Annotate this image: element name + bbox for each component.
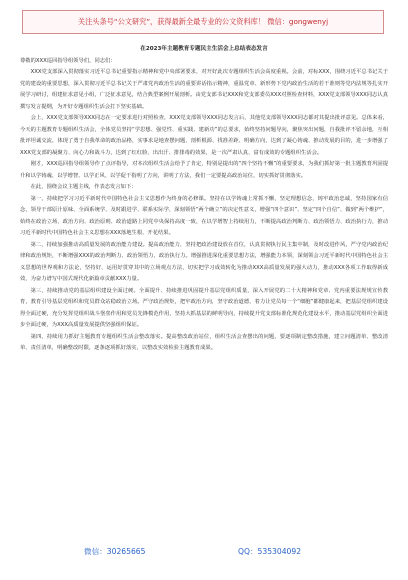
paragraph: 第二，持续加强推动高质量发展的政治能力建设。提高政治能力，坚持把政治建设放在首位，认真贯彻执行民主集中制，及时改进作风，严守党内政治纪律和政治规矩，不断增强XXX的政治判断力、政治领悟力、政治执行力。增强推进深化重要思想方法，增强能力本领，深刻领会习近平新时代中国特色社会主义思想的世界观和方法论，坚持好、运用好贯穿其中的立场观点方法，切实把学习成效转化为推动XXX高质量发展的强大动力，推动XXX各项工作取得新成效，为奋力谱写中国式现代化新篇章贡献XXX力量。 [20, 241, 388, 282]
document-title: 在2023年主题教育专题民主生活会上总结表态发言 [140, 46, 268, 52]
paragraph: 第一，持续把学习习近平新时代中国特色社会主义思想作为终身的必修课。坚持在以学铸魂上常抓不懈，坚定理想信念，铸牢政治忠诚，坚持国家有信念，领导干部原汁原味、全面系统学、及时跟进学、联系实际学，深刻领悟“两个确立”的决定性意义，增强“四个意识”、坚定“四个自信”、做到“两个维护”，始终在政治立场、政治方向、政治原则、政治道路上同党中央保持高度一致，在以学增智上持续用力，不断提高政治判断力、政治领悟力、政治执行力，推动习近平新时代中国特色社会主义思想在XXX落地生根、开花结果。 [20, 195, 388, 236]
promo-banner: 关注头条号“公文研究”，获得最新全最专业的公文资料库！ 微信：gongwenyj [22, 10, 384, 34]
paragraph: 刚才，XXX巡回指导组领导作了点评指导，对本次组织生活会给予了肯定，特别是提出的“四个坚持不懈”的重要要求，为我们抓好第一批主题教育巩固提升和以学铸魂、以学增智、以学正风、以学促干指明了方向，讲明了方法，我们一定要提高政治站位，切实抓好贯彻落实。 [20, 161, 388, 179]
document-page [20, 44, 388, 530]
qq-contact: QQ：535304092 [238, 547, 302, 556]
paragraph: 第三，持续推动党的基层组织建设全面过硬。全面提升、持续推进巩固提升基层党组织质量，深入开展党的二十大精神和党章、党内重要法规规宣传教育，教育引导基层党组织和党员群众站稳政治立场。严守政治规矩，把牢政治方向，坚守政治道德，着力让党员每一个“细胞”都健康起来，把基层党组织建设得全面过硬，充分发挥党组织战斗堡垒作用和党员先锋模范作用，坚持大抓基层的鲜明导向，持续提升党支部标准化规范化建设水平，推动基层党组织全面进步全面过硬，为XXX高质量发展提供坚强组织保证。 [20, 287, 388, 328]
contact-footer [0, 536, 408, 566]
paragraph: XXX党支部深入贯彻落实习近平总书记重要指示精神和党中央部署要求，对开好此次专题组织生活会高度重视。会前，对标XXX，围绕习近平总书记关于党的建设的重要思想，深入贯彻习近平总书记关于严肃党内政治生活的重要讲话指示精神，重温党章、新形势下党内政治生活的若干准则等党内法规等扎实开展学习研讨，组建征求意见小组，广泛征求意见，结合典型案例开展剖析。由党支部书记XXX和党支部委员XXX对照检查材料，XXX党支部领导XXX同志认真撰写发言提纲，为开好专题组织生活会打下坚实基础。 [20, 69, 388, 110]
paragraph: 会上，XXX党支部领导XXX同志在一定要求进行对照检查，XXX党支部领导XXX同志发言后，其他党支部领导XXX同志都对其提出批评意见。总体来看，今天的主题教育专题组织生活会，全体党员坚持“学思想、强党性、重实践、建新功”的总要求，始终坚持问题导向，聚焦突出问题，自我批评不留余地，互相批评坦诚交流，体现了勇于自我革命的政治品格，实事求是地查摆问题、剖析根源、找准差距、明确方向，达到了凝心铸魂、推动发展的目的，进一步增强了XXX党支部的凝聚力、向心力和战斗力，达到了红红脸、出出汗、排排毒的效果，是一次严肃认真、富有成效的专题组织生活会。 [20, 115, 388, 156]
paragraph: 第四，持续用力抓好主题教育专题组织生活会整改落实。提高整改政治站位，组织生活会查摆出的问题，要逐项制定整改措施，建立问题清单、整改清单、责任清单，明确整改时限，逐条逐项抓好落实，以整改实效检验主题教育成果。 [20, 333, 388, 351]
wechat-contact: 微信：30265665 [84, 547, 146, 556]
salutation: 尊敬的XXX巡回指导组领导们，同志们： [20, 57, 116, 64]
paragraph: 在此，围绕会议主题主线，作表态发言如下： [30, 184, 137, 190]
